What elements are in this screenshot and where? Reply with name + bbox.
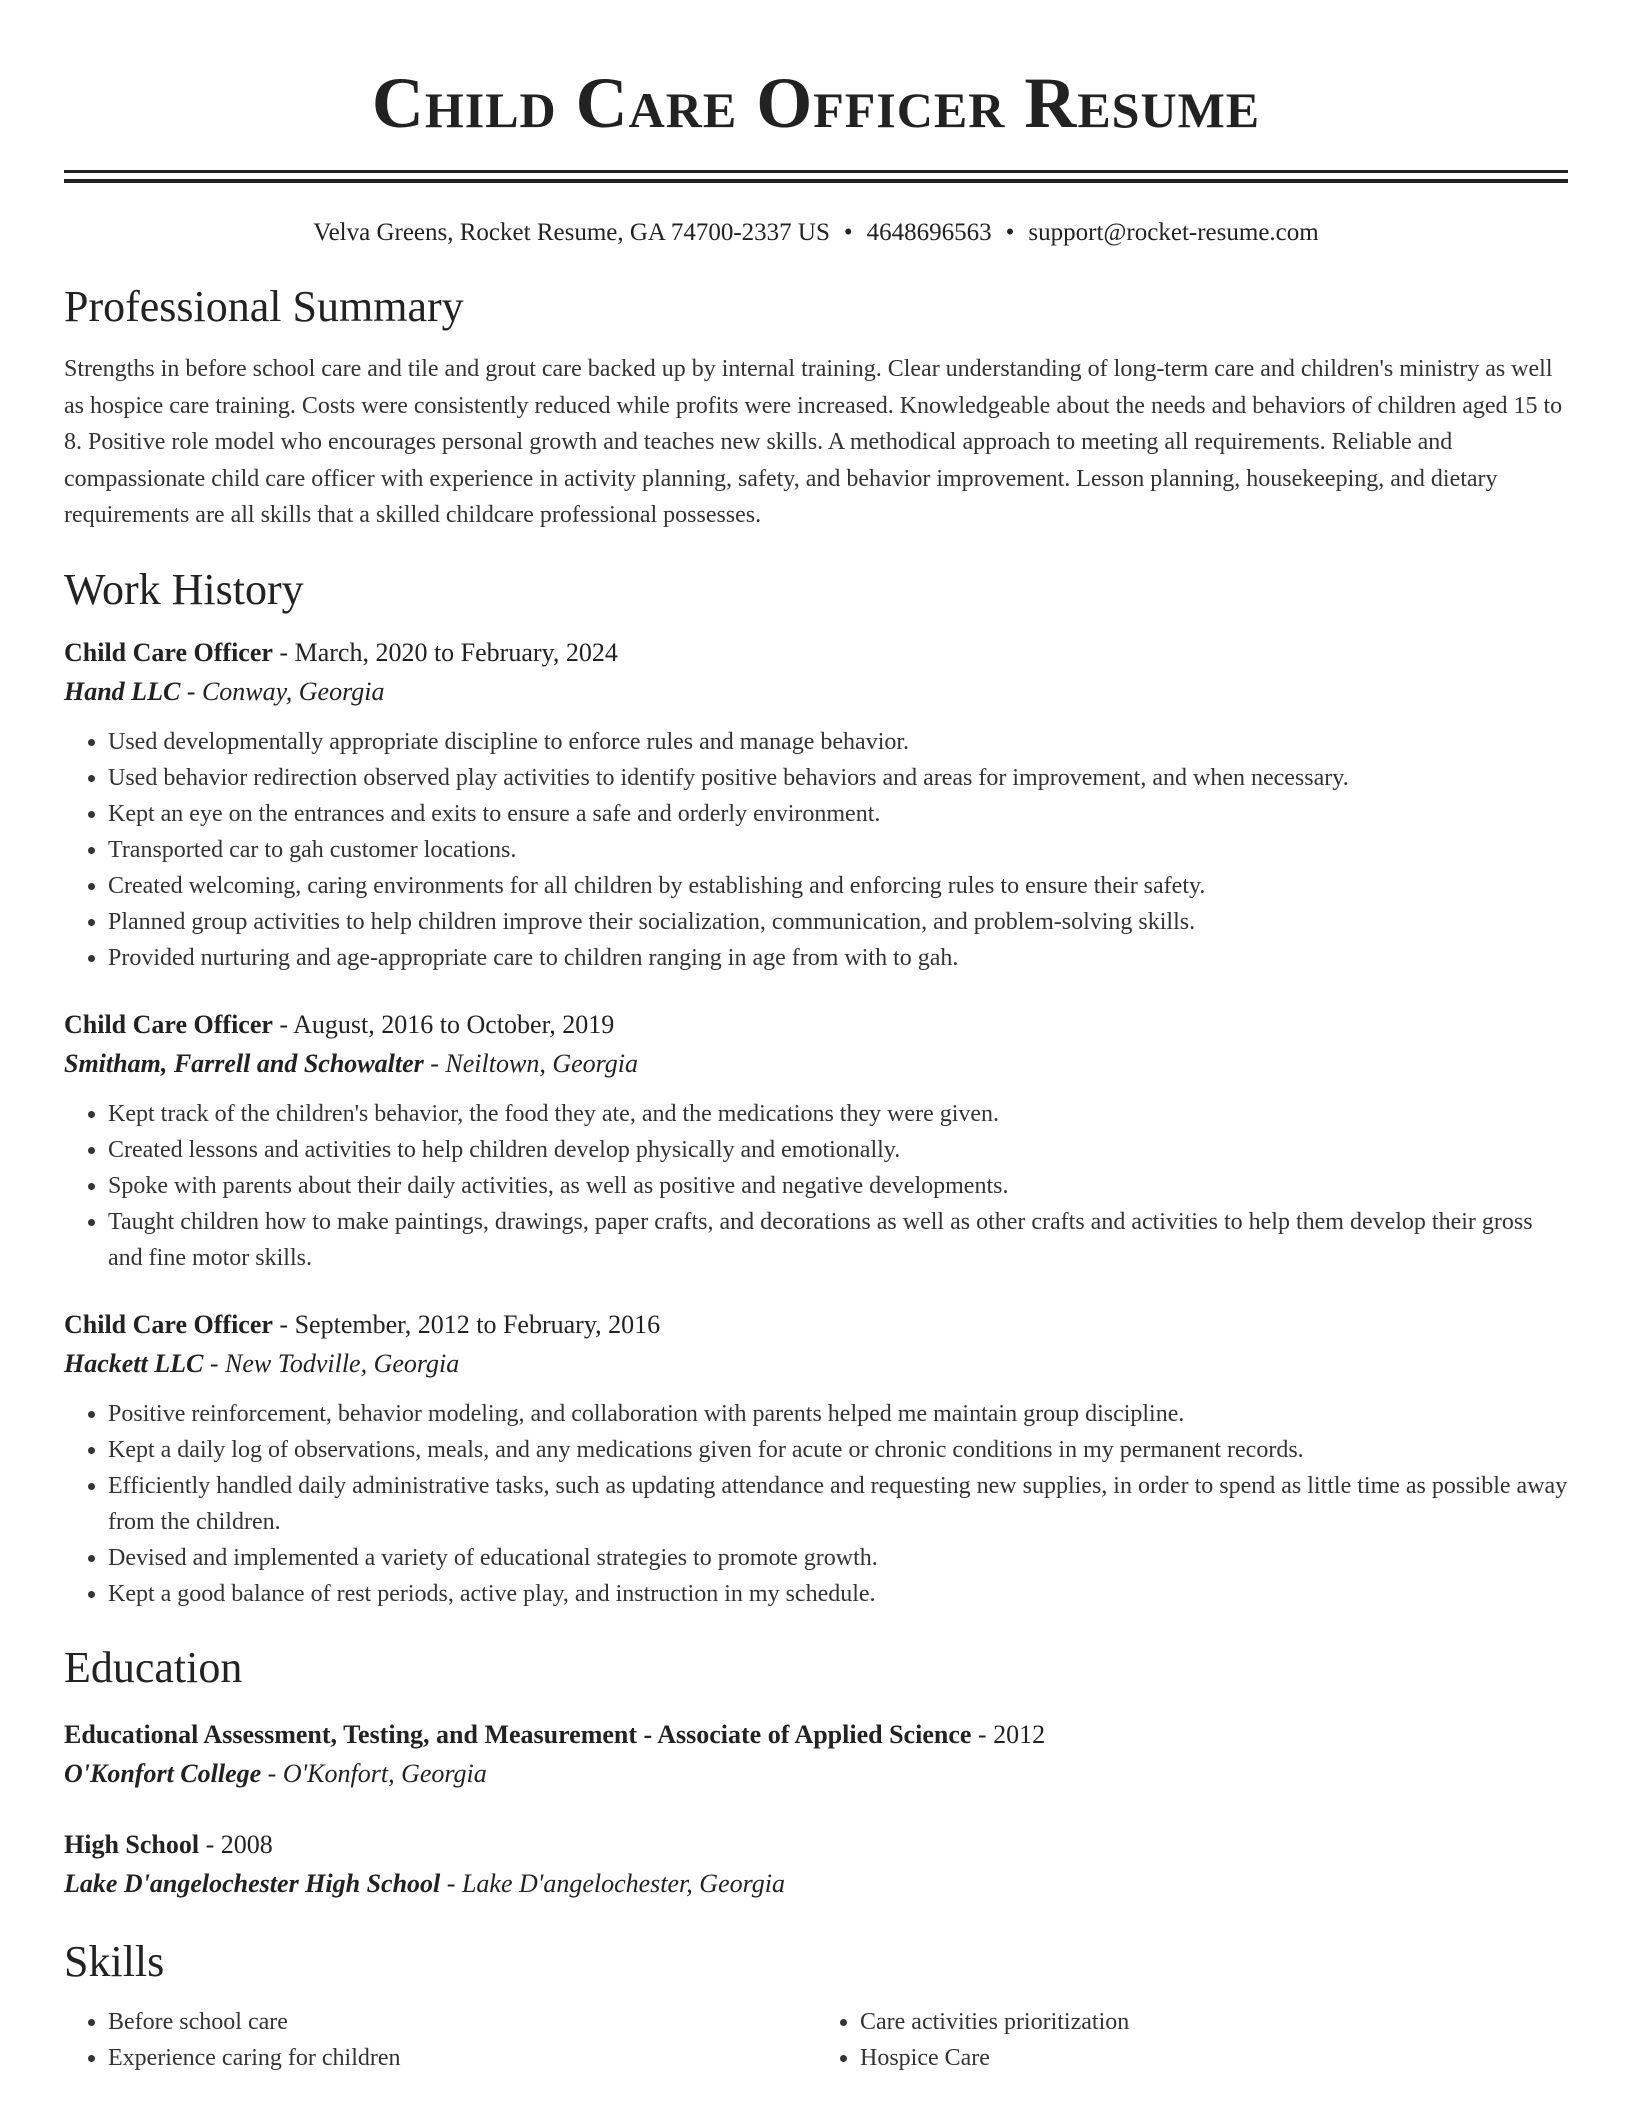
list-item: • Planned group activities to help children improve their socialization, communication, and problem-solving skills.: [108, 904, 1568, 940]
education-entry: [64, 1716, 1568, 1794]
list-item: • Used behavior redirection observed play activities to identify positive behaviors and areas for improvement, and when necessary.: [108, 760, 1568, 796]
job-entry: [64, 1306, 1568, 1612]
education-school-line: O'Konfort College - O'Konfort, Georgia: [64, 1758, 487, 1788]
resume-title: Child Care Officer Resume: [371, 63, 1261, 143]
education-heading: Education: [64, 1642, 243, 1692]
job-dates: March, 2020 to February, 2024: [294, 637, 618, 667]
list-item: • Kept track of the children's behavior, the food they ate, and the medications they were given.: [108, 1096, 1568, 1132]
summary-heading: Professional Summary: [64, 282, 464, 331]
education-year: 2008: [220, 1829, 273, 1859]
education-location: O'Konfort, Georgia: [282, 1758, 487, 1788]
job-title: Child Care Officer: [64, 1309, 273, 1339]
list-item: • Provided nurturing and age-appropriate care to children ranging in age from with to gah.: [108, 940, 1568, 976]
title-rule-top: [64, 170, 1568, 173]
contact-phone: 4648696563: [866, 219, 992, 246]
job-location: Neiltown, Georgia: [445, 1048, 639, 1078]
education-degree-line: Educational Assessment, Testing, and Measurement - Associate of Applied Science - 2012: [64, 1719, 1046, 1749]
education-entry: [64, 1826, 1568, 1904]
education-degree-line: High School - 2008: [64, 1829, 273, 1859]
job-title-line: Child Care Officer - September, 2012 to February, 2016: [64, 1309, 661, 1339]
list-item: • Kept a good balance of rest periods, active play, and instruction in my schedule.: [108, 1576, 1568, 1612]
list-item: • Transported car to gah customer locations.: [108, 832, 1568, 868]
skills-column-left: [64, 2004, 816, 2076]
education-school: Lake D'angelochester High School: [64, 1868, 441, 1898]
list-item: • Efficiently handled daily administrative tasks, such as updating attendance and requesting new supplies, in order to spend as little time as possible away from the children.: [108, 1468, 1568, 1540]
work-history-heading: Work History: [64, 564, 304, 614]
list-item: • Created lessons and activities to help children develop physically and emotionally.: [108, 1132, 1568, 1168]
contact-separator: •: [843, 219, 853, 246]
education-location: Lake D'angelochester, Georgia: [461, 1868, 785, 1898]
education-degree: Educational Assessment, Testing, and Measurement - Associate of Applied Science: [64, 1719, 972, 1749]
job-dates: September, 2012 to February, 2016: [294, 1309, 661, 1339]
job-company: Hackett LLC: [64, 1348, 204, 1378]
job-location: New Todville, Georgia: [225, 1348, 460, 1378]
job-location: Conway, Georgia: [201, 676, 385, 706]
job-bullets: [64, 1096, 1568, 1276]
skills-column-right: [816, 2004, 1568, 2076]
job-title-line: Child Care Officer - March, 2020 to February, 2024: [64, 637, 618, 667]
skill-item: • Before school care: [108, 2004, 816, 2040]
contact-line: [64, 217, 1568, 249]
skills-grid: [64, 2004, 1568, 2076]
list-item: • Used developmentally appropriate discipline to enforce rules and manage behavior.: [108, 724, 1568, 760]
list-item: • Spoke with parents about their daily activities, as well as positive and negative developments.: [108, 1168, 1568, 1204]
job-company-line: Smitham, Farrell and Schowalter - Neiltown, Georgia: [64, 1048, 639, 1078]
job-dates: August, 2016 to October, 2019: [293, 1009, 615, 1039]
education-degree: High School: [64, 1829, 200, 1859]
job-company-line: Hackett LLC - New Todville, Georgia: [64, 1348, 460, 1378]
list-item: • Positive reinforcement, behavior modeling, and collaboration with parents helped me maintain group discipline.: [108, 1396, 1568, 1432]
list-item: • Taught children how to make paintings, drawings, paper crafts, and decorations as well as other crafts and activities to help them develop their gross and fine motor skills.: [108, 1204, 1568, 1276]
job-bullets: [64, 724, 1568, 976]
job-company: Smitham, Farrell and Schowalter: [64, 1048, 424, 1078]
skill-item: • Care activities prioritization: [860, 2004, 1568, 2040]
contact-separator: •: [1005, 219, 1015, 246]
list-item: • Kept a daily log of observations, meals, and any medications given for acute or chronic conditions in my permanent records.: [108, 1432, 1568, 1468]
skill-item: • Experience caring for children: [108, 2040, 816, 2076]
contact-email: support@rocket-resume.com: [1028, 219, 1319, 246]
job-entry: [64, 1006, 1568, 1276]
job-title-line: Child Care Officer - August, 2016 to October, 2019: [64, 1009, 615, 1039]
list-item: • Created welcoming, caring environments for all children by establishing and enforcing rules to ensure their safety.: [108, 868, 1568, 904]
contact-address: Velva Greens, Rocket Resume, GA 74700-2337 US: [313, 219, 830, 246]
job-title: Child Care Officer: [64, 637, 273, 667]
skill-item: • Hospice Care: [860, 2040, 1568, 2076]
job-bullets: [64, 1396, 1568, 1612]
education-year: 2012: [993, 1719, 1046, 1749]
list-item: • Kept an eye on the entrances and exits to ensure a safe and orderly environment.: [108, 796, 1568, 832]
list-item: • Devised and implemented a variety of educational strategies to promote growth.: [108, 1540, 1568, 1576]
job-company: Hand LLC: [64, 676, 181, 706]
summary-text: Strengths in before school care and tile and grout care backed up by internal training. Clear understanding of long-term care and children's ministry as well as hospice care training. Costs were consistently reduced while profits were increased. Knowledgeable about the needs and behaviors of children aged 15 to 8. Positive role model who encourages personal growth and teaches new skills. A methodical approach to meeting all requirements. Reliable and compassionate child care officer with experience in activity planning, safety, and behavior improvement. Lesson planning, housekeeping, and dietary requirements are all skills that a skilled childcare professional possesses.: [64, 356, 1563, 528]
title-rule-bottom: [64, 179, 1568, 183]
skills-heading: Skills: [64, 1936, 165, 1986]
education-school-line: Lake D'angelochester High School - Lake D'angelochester, Georgia: [64, 1868, 785, 1898]
job-entry: [64, 634, 1568, 976]
job-title: Child Care Officer: [64, 1009, 273, 1039]
job-company-line: Hand LLC - Conway, Georgia: [64, 676, 385, 706]
education-school: O'Konfort College: [64, 1758, 262, 1788]
